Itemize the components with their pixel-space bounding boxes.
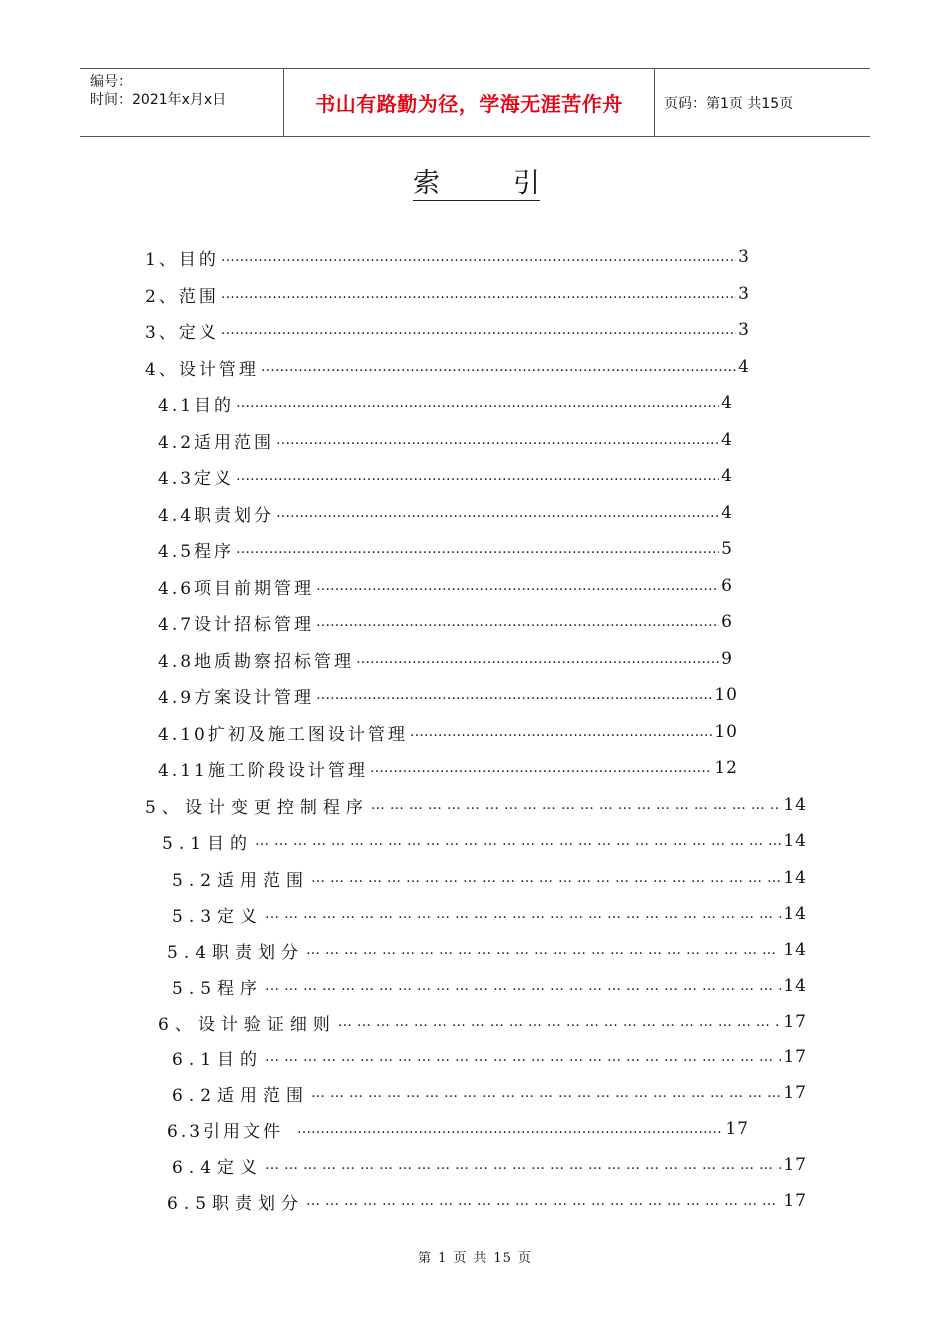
toc-leader [236, 541, 719, 557]
toc-leader [338, 1014, 782, 1030]
toc-page: 4 [721, 430, 733, 450]
toc-page: 14 [783, 940, 807, 960]
toc-leader [276, 505, 719, 521]
toc-leader [265, 978, 781, 994]
toc-leader [316, 614, 719, 630]
toc-page: 17 [783, 1083, 807, 1103]
toc-page: 10 [714, 722, 738, 742]
toc-page: 4 [721, 503, 733, 523]
toc-label: 5、设计变更控制程序 [145, 797, 369, 818]
toc-label: 3、定义 [145, 322, 219, 343]
toc-item[interactable] [158, 538, 733, 560]
toc-item[interactable] [145, 356, 750, 378]
toc-leader [297, 1121, 723, 1137]
toc-item[interactable] [167, 1118, 749, 1140]
toc-label: 4.11施工阶段设计管理 [158, 760, 368, 781]
toc-label: 4.5程序 [158, 541, 235, 562]
toc-item[interactable] [172, 867, 807, 889]
toc-item[interactable] [145, 283, 750, 305]
toc-page: 6 [721, 576, 733, 596]
toc-item[interactable] [167, 1190, 807, 1212]
toc-label: 1、目的 [145, 249, 219, 270]
toc-label: 6.4定义 [172, 1157, 264, 1178]
toc-leader [221, 322, 736, 338]
toc-item[interactable] [145, 794, 807, 816]
toc-page: 14 [783, 831, 807, 851]
toc-page: 17 [725, 1119, 749, 1139]
toc-label: 4.2适用范围 [158, 432, 275, 453]
toc-item[interactable] [158, 721, 738, 743]
toc-item[interactable] [158, 1011, 807, 1033]
toc-page: 17 [783, 1191, 807, 1211]
toc-label: 4.9方案设计管理 [158, 687, 315, 708]
toc-label: 5.5程序 [172, 978, 264, 999]
toc-item[interactable] [162, 830, 807, 852]
toc-item[interactable] [158, 611, 733, 633]
toc-leader [265, 1157, 781, 1173]
toc-leader [371, 797, 782, 813]
footer-total-pages: 15 [493, 1251, 512, 1266]
toc-label: 4、设计管理 [145, 359, 259, 380]
toc-label: 4.4职责划分 [158, 505, 275, 526]
toc-page: 9 [721, 649, 733, 669]
toc-leader [306, 942, 781, 958]
toc-item[interactable] [158, 465, 733, 487]
footer-text: 共 [473, 1251, 488, 1266]
toc-label: 2、范围 [145, 286, 219, 307]
toc-page: 3 [738, 284, 750, 304]
toc-label: 6.3引用文件 [167, 1121, 284, 1142]
toc-page: 14 [783, 976, 807, 996]
toc-item[interactable] [158, 429, 733, 451]
toc-leader [221, 286, 736, 302]
toc-page: 4 [721, 393, 733, 413]
toc-leader [311, 870, 781, 886]
toc-label: 4.7设计招标管理 [158, 614, 315, 635]
toc-label: 4.10扩初及施工图设计管理 [158, 724, 408, 745]
toc-item[interactable] [172, 1046, 807, 1068]
toc-item[interactable] [158, 575, 733, 597]
toc-label: 5.2适用范围 [172, 870, 310, 891]
toc-page: 14 [783, 868, 807, 888]
toc-item[interactable] [158, 648, 733, 670]
toc-item[interactable] [172, 975, 807, 997]
toc-leader [221, 249, 736, 265]
toc-leader [261, 359, 736, 375]
toc-label: 4.1目的 [158, 395, 235, 416]
toc-item[interactable] [167, 939, 807, 961]
toc-label: 6.1目的 [172, 1049, 264, 1070]
motto-text: 书山有路勤为径，学海无涯苦作舟 [315, 92, 623, 116]
time-label: 时间：2021年x月x日 [90, 92, 227, 108]
toc-leader [236, 395, 719, 411]
toc-item[interactable] [158, 684, 738, 706]
toc-leader [311, 1085, 781, 1101]
toc-item[interactable] [145, 246, 750, 268]
toc-label: 4.3定义 [158, 468, 235, 489]
toc-item[interactable] [172, 1154, 807, 1176]
toc-label: 5.3定义 [172, 906, 264, 927]
footer-text: 第 [418, 1251, 433, 1266]
toc-label: 6、设计验证细则 [158, 1014, 336, 1035]
page-info-text: 页码：第1页 共15页 [664, 95, 794, 112]
toc-page: 6 [721, 612, 733, 632]
toc-page: 4 [738, 357, 750, 377]
toc-item[interactable] [158, 392, 733, 414]
toc-label: 5.1目的 [162, 833, 254, 854]
toc-item[interactable] [145, 319, 750, 341]
toc-page: 12 [714, 758, 738, 778]
toc-leader [265, 906, 781, 922]
toc-page: 5 [721, 539, 733, 559]
toc-leader [370, 760, 713, 776]
toc-label: 5.4职责划分 [167, 942, 305, 963]
toc-leader [265, 1049, 781, 1065]
footer-text: 页 [453, 1251, 468, 1266]
toc-page: 3 [738, 320, 750, 340]
toc-label: 6.2适用范围 [172, 1085, 310, 1106]
toc-leader [356, 651, 719, 667]
title-char-2: 引 [513, 168, 540, 199]
toc-leader [316, 578, 719, 594]
toc-leader [236, 468, 719, 484]
toc-item[interactable] [172, 1082, 807, 1104]
toc-page: 10 [714, 685, 738, 705]
page-footer [0, 1247, 950, 1266]
toc-page: 3 [738, 247, 750, 267]
footer-page-number: 1 [438, 1251, 448, 1266]
toc-label: 6.5职责划分 [167, 1193, 305, 1214]
toc-page: 4 [721, 466, 733, 486]
toc-item[interactable] [172, 903, 807, 925]
toc-page: 17 [783, 1012, 807, 1032]
toc-item[interactable] [158, 757, 738, 779]
toc-leader [255, 833, 781, 849]
toc-page: 14 [783, 904, 807, 924]
title-char-1: 索 [413, 168, 440, 199]
footer-text: 页 [517, 1251, 532, 1266]
toc-label: 4.8地质勘察招标管理 [158, 651, 355, 672]
toc-item[interactable] [158, 502, 733, 524]
toc-page: 17 [783, 1155, 807, 1175]
toc-page: 14 [783, 795, 807, 815]
toc-leader [306, 1193, 781, 1209]
toc-page: 17 [783, 1047, 807, 1067]
number-label: 编号： [90, 74, 132, 90]
toc-leader [410, 724, 713, 740]
toc-leader [276, 432, 719, 448]
toc-label: 4.6项目前期管理 [158, 578, 315, 599]
toc-leader [316, 687, 712, 703]
